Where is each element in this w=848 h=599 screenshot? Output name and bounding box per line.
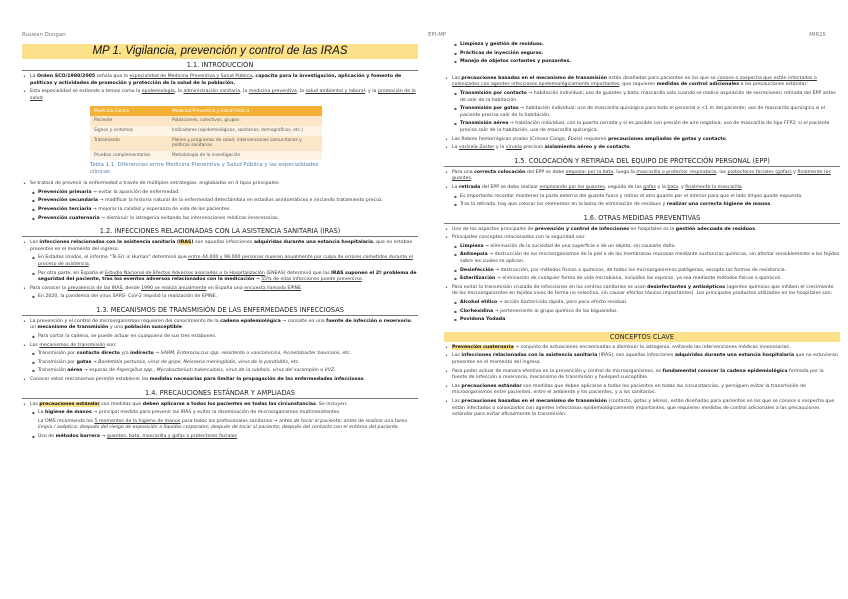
iras-bullet-usa: ▪ En Estados Unidos, el informe "To Err is Human" determinó que entre 44.000 y 98.000 personas mueren anualmente por culpa de errores cometidos durante el proceso de asistencia. — [22, 255, 418, 268]
transmission-item: ▪ Transmisión aérea → habitación individual, con la puerta cerrada y si es posible con presión de aire negativa; uso de mascarilla de tipo FFP2; si el paciente precisa salir de la habitación, uso de mascarilla quirúrgica. — [444, 121, 840, 134]
standard-item: ▪ Manejo de objetos cortantes y punzantes. — [444, 59, 840, 66]
section-heading-other: 1.6. OTRAS MEDIDAS PREVENTIVAS — [444, 214, 840, 224]
right-column — [444, 40, 840, 419]
iras-definition: • Las infecciones relacionadas con la asistencia sanitaria (IRAS) son aquellas infecciones adquiridas durante una estancia hospitalaria, que no estaban presentes en el momento del ingreso. — [22, 240, 418, 253]
table-cell: Planes y programas de salud, intervenciones comunitarias y políticas sanitarias — [168, 136, 322, 151]
left-column — [22, 44, 418, 441]
iras-bullet-2020: ▪ En 2020, la pandemia del virus SARS- CoV-2 impidió la realización de EPINE. — [22, 294, 418, 301]
waste-management: • Uno de los aspectos principales de prevención y control de infecciones en hospitales es la gestión adecuada de residuos. — [444, 227, 840, 234]
page-title: MP 1. Vigilancia, prevención y control de las IRAS — [22, 44, 418, 59]
barrier-methods: ▪ Uso de métodos barrera → guantes, bata, mascarilla y gafas o protectores faciales — [22, 434, 418, 441]
product-item: ▪ Povidona Yodada. — [444, 317, 840, 324]
table-cell: Poblaciones, colectivos, grupos — [168, 116, 322, 126]
table-header: Medicina Clínica — [90, 106, 168, 116]
table-cell: Paciente — [90, 116, 168, 126]
key-concept: • Las precauciones estándar son medidas que deben aplicarse a todos los pacientes en todas las circunstancias, y persiguen evitar la transmisión de microorganismos entre pacientes, entre el ambiente y los pacientes, y a los sanitarios. — [444, 384, 840, 397]
safety-concept: ▪ Desinfección → destrucción, por métodos físicos o químicos, de todos los microorganismos patógenos, excepto las formas de resistencia. — [444, 268, 840, 275]
disinfectants-paragraph: • Para evitar la transmisión cruzada de infecciones en los centros sanitarios se usan desinfectantes y antisépticos (agentes químicos que inhiben el crecimiento de los microorganismos en tejidos vivos de forma no selectiva, sin causar efectos tóxicos importantes). Los principales productos utilizados en los hospitales son: — [444, 285, 840, 298]
safety-concepts-intro: • Principales conceptos relacionados con la seguridad son: — [444, 235, 840, 242]
chain-paragraph: • La prevención y el control de microorganismos requieren del conocimiento de la cadena epidemiológica → consiste en una fuente de infección o reservorio, un mecanismo de transmisión y una población susceptible. — [22, 319, 418, 332]
varicella-note: • La varicela-Zoster y la viruela precisan aislamiento aéreo y de contacto. — [444, 145, 840, 152]
hand-hygiene-moments: La OMS recomienda los 5 momentos de la higiene de manos para todos los profesionales sanitarios → antes de tocar al paciente; antes de realizar una tarea limpia / aséptica; después del riesgo de exposición a líquidos corporales; después de tocar al paciente; después del contacto con el entorno del paciente — [38, 418, 408, 431]
mechanism-item: ▪ Transmisión por contacto directo y/o indirecto → SARM, Enterococcus spp. resistente a vancomicina, Acinetobacter baumanii, etc. — [22, 351, 418, 358]
header-subject: EPI-MP — [428, 32, 447, 38]
product-item: ▪ Clorhexidina → perteneciente al grupo químico de las biguanidas. — [444, 309, 840, 316]
section-heading-intro: 1.1. INTRODUCCIÓN — [22, 61, 418, 71]
section-heading-precautions: 1.4. PRECAUCIONES ESTÁNDAR Y AMPLIADAS — [22, 389, 418, 399]
key-concept: • Prevención cuaternaria → conjunto de actuaciones encaminadas a disminuir la iatrogenia, evitando las intervenciones médicas innecesarias. — [444, 345, 840, 352]
iras-bullet-eneas: ▪ Por otra parte, en España el Estudio Nacional de Efectos Adversos asociados a la Hospitalización (ENEAS) determinó que las IRAS suponen el 2º problema de seguridad del paciente, tras los eventos adversos relacionados con la medicación → 55% de ellas infecciones puede prevenirse. — [22, 271, 418, 284]
intro-paragraph-1: • La Orden SCO/1980/2005 señala que la especialidad de Medicina Preventiva y Salud Pública, capacita para la investigación, aplicación y fomento de políticas y actividades de promoción y protección de la salud de la población. — [22, 74, 418, 87]
prevention-item: ▪ Prevención secundaria → modificar la historia natural de la enfermedad detectándola en estadios asintomáticos e iniciando tratamiento precoz. — [22, 198, 418, 205]
prevention-item: ▪ Prevención primaria → evitar la aparición de enfermedad. — [22, 190, 418, 197]
table-row — [90, 136, 322, 151]
section-heading-iras: 1.2. INFECCIONES RELACIONADAS CON LA ASISTENCIA SANITARIA (IRAS) — [22, 227, 418, 237]
table-header: Medicina Preventiva y Salud Pública — [168, 106, 322, 116]
standard-precautions: • Las precauciones estándar son medidas que deben aplicarse a todos los pacientes en todas las circunstancias. Se incluyen: — [22, 402, 418, 409]
table-row — [90, 116, 322, 126]
table-caption: Tabla 1.1. Diferencias entre Medicina Preventiva y Salud Pública y las especialidades clínicas — [90, 162, 319, 175]
hand-hygiene: ▪ La higiene de manos → principal medida para prevenir las IRAS y evitar la diseminación de microorganismos multirresistentes. — [22, 410, 418, 417]
epp-bullet: ▪ Es importante recordar mantener la parte externa del guante fuera y retirar el otro guante por el interior para que el lado limpio quede expuesto. — [444, 194, 840, 201]
chain-bullet: ▪ Para cortar la cadena, se puede actuar en cualquiera de sus tres eslabones. — [22, 334, 418, 341]
table-row — [90, 126, 322, 136]
safety-concept: ▪ Esterilización → eliminación de cualquier forma de vida microbiana, incluidas las esporas, ya sea mediante métodos físicos o químicos. — [444, 276, 840, 283]
table-cell: Signos y síntomas — [90, 126, 168, 136]
section-heading-transmission: 1.3. MECANISMOS DE TRANSMISIÓN DE LAS ENFERMEDADES INFECCIOSAS — [22, 306, 418, 316]
mechanisms-intro: • Los mecanismos de transmisión son: — [22, 343, 418, 350]
epp-bullet: ▪ Tras la retirada, hay que colocar los elementos en la bolsa de eliminación de residuos y realizar una correcta higiene de manos. — [444, 202, 840, 209]
table-cell: Metodología de la investigación — [168, 151, 322, 161]
intro-paragraph-2: • Esta especialidad se extiende a temas como la epidemiología, la administración sanitaria, la medicina preventiva, la salud ambiental y laboral, y la promoción de la salud. — [22, 89, 418, 102]
mechanism-item: ▪ Transmisión aérea → esporas de Aspergillus spp., Mycobacterium tuberculosis, virus de la rubéola, virus del sarampión o VVZ. — [22, 368, 418, 375]
prevention-item: ▪ Prevención terciaria → mejorar la calidad y esperanza de vida de los pacientes. — [22, 207, 418, 214]
transmission-item: ▪ Transmisión por contacto → habitación individual; uso de guantes y bata; mascarilla solo cuando se realice aspiración de secreciones; retirada del EPP antes de salir de la habitación. — [444, 91, 840, 104]
transmission-item: ▪ Transmisión por gotas → habitación individual; uso de mascarilla quirúrgica para todo el personal a <1 m del paciente; uso de mascarilla quirúrgica si el paciente precisa salir de la habitación. — [444, 106, 840, 119]
comparison-table-wrap — [90, 106, 322, 175]
key-concept: • Para poder actuar de manera efectiva en la prevención y control de microorganismos, es fundamental conocer la cadena epidemiológica formada por la fuente de infección o reservorio, mecanismo de transmisión y huésped susceptible. — [444, 369, 840, 382]
key-concept: • Las infecciones relacionadas con la asistencia sanitaria (IRAS), son aquellas infecciones adquiridas durante una estancia hospitalaria que no estuvieran presentes en el momento del ingreso. — [444, 353, 840, 366]
header-author: Ruswan Dungan — [22, 32, 66, 38]
standard-item: ▪ Limpieza y gestión de residuos. — [444, 42, 840, 49]
section-heading-epp: 1.5. COLOCACIÓN Y RETIRADA DEL EQUIPO DE PROTECCIÓN PERSONAL (EPP) — [444, 157, 840, 167]
safety-concept: ▪ Limpieza → eliminación de la suciedad de una superficie o de un objeto, sin causarle daño. — [444, 244, 840, 251]
extended-precautions: • Las precauciones basadas en el mecanismo de transmisión están diseñadas para pacientes en los que se conoce o sospecha que están infectados o colonizados con agentes infecciosos epidemiológicamente importantes, que requieren medidas de control adicionales a las precauciones estándar: — [444, 76, 840, 89]
mechanism-item: ▪ Transmisión por gotas → Bordetella pertussis, virus de gripe, Neisseria meningitidis, virus de la parotiditis, etc. — [22, 360, 418, 367]
table-row — [90, 151, 322, 161]
standard-item: ▪ Prácticas de inyección seguras. — [444, 51, 840, 58]
hemorrhagic-fevers: • Las fiebres hemorrágicas virales (Crimea-Congo, Ébola) requieren precauciones ampliadas de gotas y contacto. — [444, 137, 840, 144]
iras-prevalence: • Para conocer la prevalencia de las IRAS, desde 1990 se realiza anualmente en España una encuesta llamada EPINE. — [22, 286, 418, 293]
key-concept: • Las precauciones basadas en el mecanismo de transmisión (contacto, gotas y aérea), están diseñadas para pacientes en los que se conoce o sospecha que están infectados o colonizados con agentes infecciosos epidemiológicamente importantes, que requieren medidas de control adicionales a las precauciones estándar para evitar eficazmente la transmisión. — [444, 399, 840, 419]
safety-concept: ▪ Antisepsia → destrucción de los microorganismos de la piel o de las membranas mucosas mediante sustancias químicas, sin afectar sensiblemente a los tejidos sobre los cuales se aplican. — [444, 252, 840, 265]
key-concepts-heading: CONCEPTOS CLAVE — [444, 332, 840, 342]
table-cell: Indicadores (epidemiológicos, sanitarios, demográficos, etc.) — [168, 126, 322, 136]
epp-removal: • La retirada del EPP se debe realizar empezando por los guantes, seguido de las gafas y la bata, y finalmente la mascarilla. — [444, 185, 840, 192]
prevention-intro: • Se tratará de prevenir la enfermedad a través de múltiples estrategias, englobadas en 4 tipos principales: — [22, 181, 418, 188]
header-course: MIR25 — [809, 32, 826, 38]
epp-placement: • Para una correcta colocación del EPP se debe empezar por la bata, luego la mascarilla o protector respiratorio, los protectores faciales (gafas) y finalmente los guantes. — [444, 170, 840, 183]
table-cell: Pruebas complementarias — [90, 151, 168, 161]
table-cell: Tratamiento — [90, 136, 168, 151]
product-item: ▪ Alcohol etílico → acción bactericida rápida, pero poco efecto residual. — [444, 300, 840, 307]
mechanisms-conclusion: • Conocer estos mecanismos permite establecer las medidas necesarias para limitar la propagación de las enfermedades infecciosas. — [22, 377, 418, 384]
comparison-table — [90, 106, 322, 160]
prevention-item: ▪ Prevención cuaternaria → disminuir la iatrogenia evitando las intervenciones médicas innecesarias. — [22, 216, 418, 223]
